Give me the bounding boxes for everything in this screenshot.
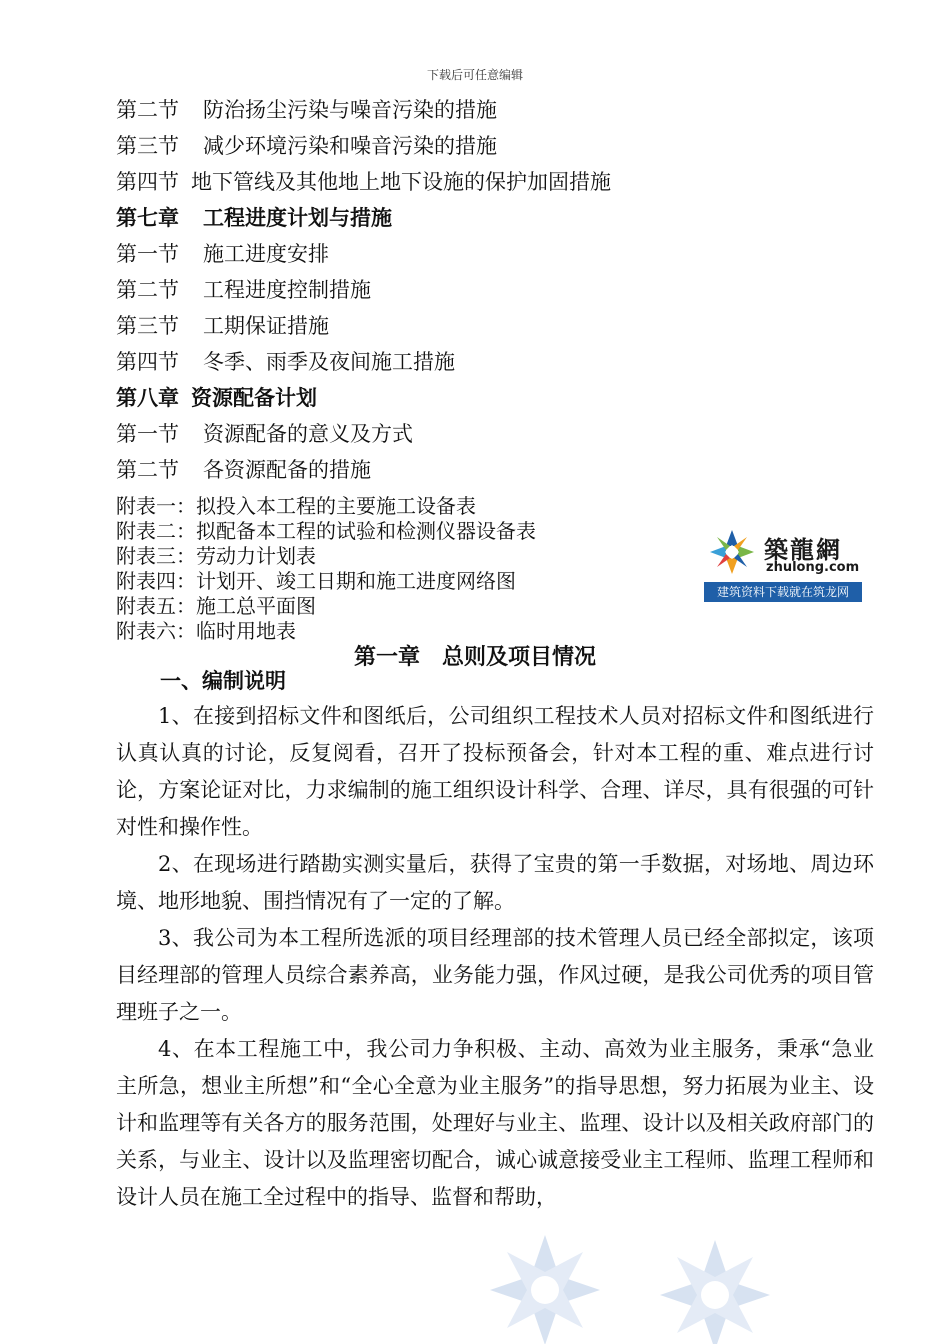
zhulong-logo <box>704 524 862 602</box>
appendix-item: 附表四：计划开、竣工日期和施工进度网络图 <box>116 569 516 593</box>
header-note: 下载后可任意编辑 <box>426 68 523 82</box>
toc-number: 第二节 <box>116 458 179 482</box>
toc-line <box>116 272 836 308</box>
toc-title: 地下管线及其他地上地下设施的保护加固措施 <box>191 170 611 194</box>
toc-title: 工程进度计划与措施 <box>203 205 392 230</box>
table-of-contents <box>116 92 836 488</box>
toc-line <box>116 92 836 128</box>
paragraph: 1、在接到招标文件和图纸后，公司组织工程技术人员对招标文件和图纸进行认真认真的讨论，反复阅看，召开了投标预备会，针对本工程的重、难点进行讨论，方案论证对比，力求编制的施工组织设计科学、合理、详尽，具有很强的可针对性和操作性。 <box>116 704 874 839</box>
toc-number: 第四节 <box>116 170 179 194</box>
appendix-item: 附表三：劳动力计划表 <box>116 544 316 568</box>
toc-number: 第一节 <box>116 422 179 446</box>
chapter-title: 第一章 总则及项目情况 <box>353 644 596 670</box>
paragraph: 4、在本工程施工中，我公司力争积极、主动、高效为业主服务，秉承“急业主所急，想业主所想”和“全心全意为业主服务”的指导思想，努力拓展为业主、设计和监理等有关各方的服务范围，处理好与业主、监理、设计以及相关政府部门的关系，与业主、设计以及监理密切配合，诚心诚意接受业主工程师、监理工程师和设计人员在施工全过程中的指导、监督和帮助， <box>116 1037 874 1209</box>
toc-line <box>116 344 836 380</box>
toc-number: 第四节 <box>116 350 179 374</box>
toc-number: 第二节 <box>116 278 179 302</box>
appendix-item: 附表六：临时用地表 <box>116 619 296 643</box>
appendix-item: 附表五：施工总平面图 <box>116 594 316 618</box>
section-title: 一、编制说明 <box>160 668 286 693</box>
toc-number: 第二节 <box>116 98 179 122</box>
toc-title: 防治扬尘污染与噪音污染的措施 <box>203 98 497 122</box>
paragraph: 2、在现场进行踏勘实测实量后，获得了宝贵的第一手数据，对场地、周边环境、地形地貌、围挡情况有了一定的了解。 <box>116 852 874 913</box>
toc-title: 资源配备计划 <box>191 385 317 410</box>
toc-line <box>116 308 836 344</box>
toc-line <box>116 452 836 488</box>
toc-title: 工期保证措施 <box>203 314 329 338</box>
toc-line <box>116 128 836 164</box>
toc-title: 冬季、雨季及夜间施工措施 <box>203 350 455 374</box>
toc-title: 资源配备的意义及方式 <box>203 422 413 446</box>
toc-title: 各资源配备的措施 <box>203 458 371 482</box>
logo-name: 築龍網 <box>764 535 842 564</box>
toc-title: 减少环境污染和噪音污染的措施 <box>203 134 497 158</box>
toc-chapter <box>116 200 836 236</box>
logo-slogan: 建筑资料下载就在筑龙网 <box>704 582 862 602</box>
watermark-snowflake-icon <box>480 1225 780 1344</box>
appendix-item: 附表一：拟投入本工程的主要施工设备表 <box>116 494 476 518</box>
toc-number: 第一节 <box>116 242 179 266</box>
toc-number: 第八章 <box>116 385 179 410</box>
appendix-list <box>116 494 536 644</box>
toc-title: 施工进度安排 <box>203 242 329 266</box>
toc-line <box>116 236 836 272</box>
toc-number: 第七章 <box>116 205 179 230</box>
appendix-item: 附表二：拟配备本工程的试验和检测仪器设备表 <box>116 519 536 543</box>
logo-domain: zhulong.com <box>766 560 860 575</box>
toc-number: 第三节 <box>116 134 179 158</box>
toc-number: 第三节 <box>116 314 179 338</box>
toc-title: 工程进度控制措施 <box>203 278 371 302</box>
toc-line <box>116 164 836 200</box>
toc-chapter <box>116 380 836 416</box>
body-text <box>116 698 874 1216</box>
paragraph: 3、我公司为本工程所选派的项目经理部的技术管理人员已经全部拟定，该项目经理部的管理人员综合素养高，业务能力强，作风过硬，是我公司优秀的项目管理班子之一。 <box>116 926 874 1024</box>
toc-line <box>116 416 836 452</box>
